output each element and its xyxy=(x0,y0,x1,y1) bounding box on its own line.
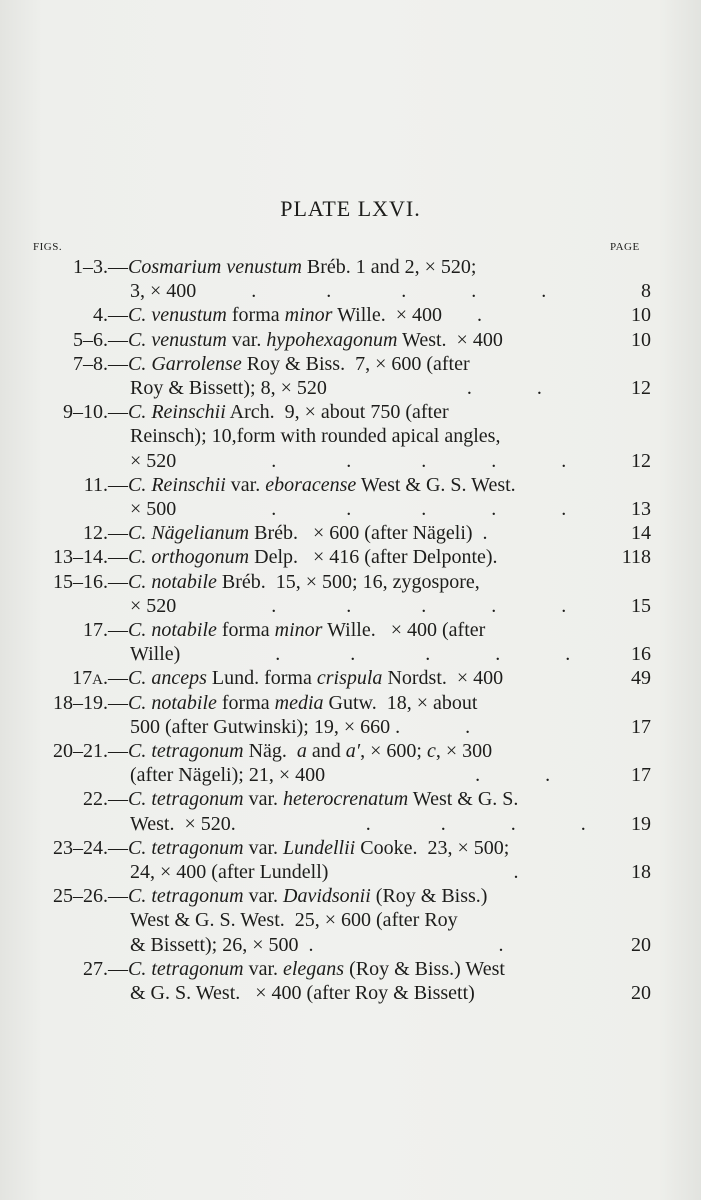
figure-number: 4.— xyxy=(93,304,128,327)
figure-number: 25–26.— xyxy=(53,885,128,908)
figure-description-line: C. anceps Lund. forma crispula Nordst. × 400 xyxy=(128,667,504,690)
figure-description-line: C. notabile forma minor Wille. × 400 (after xyxy=(128,619,486,641)
figure-description-line: C. notabile forma media Gutw. 18, × about xyxy=(128,691,478,714)
figure-description-line: & Bissett); 26, × 500 . . xyxy=(130,933,504,956)
figure-description-line: & G. S. West. × 400 (after Roy & Bissett) xyxy=(130,982,475,1004)
page-number: 12 xyxy=(631,449,651,472)
figure-description-line: C. venustum var. hypohexagonum West. × 400 xyxy=(128,328,503,351)
plate-title: PLATE LXVI. xyxy=(280,196,421,221)
page-number: 19 xyxy=(631,812,651,835)
figure-description-line: C. Reinschii Arch. 9, × about 750 (after xyxy=(128,401,449,424)
figure-description-line: West. × 520. . . . . xyxy=(130,812,586,835)
figure-number: 22.— xyxy=(83,788,128,811)
figure-description-line: Roy & Bissett); 8, × 520 . . xyxy=(130,377,542,399)
figure-description-line: Wille) . . . . . xyxy=(130,643,571,666)
figure-number: 20–21.— xyxy=(53,740,128,762)
figure-description-line: × 520 . . . . . xyxy=(130,594,567,617)
page-number: 10 xyxy=(631,304,651,327)
page-number: 20 xyxy=(631,933,651,956)
figure-description-line: 3, × 400 . . . . . xyxy=(130,280,547,303)
figure-number: 18–19.— xyxy=(53,691,128,714)
figure-description-line: C. tetragonum var. heterocrenatum West & G. S. xyxy=(128,788,519,811)
page-number: 18 xyxy=(631,861,651,883)
figure-description-line: 24, × 400 (after Lundell) . xyxy=(130,861,519,883)
figure-description-line: C. orthogonum Delp. × 416 (after Delponte). xyxy=(128,546,498,569)
page-number: 17 xyxy=(631,764,651,787)
page-number: 8 xyxy=(641,280,651,303)
figure-description-line: C. tetragonum var. Davidsonii (Roy & Biss.) xyxy=(128,885,488,908)
figure-number: 7–8.— xyxy=(73,352,128,375)
figure-number: 15–16.— xyxy=(53,570,128,593)
figure-description-line: × 500 . . . . . xyxy=(130,498,567,520)
figure-number: 17A.— xyxy=(72,667,128,690)
page-column-header: PAGE xyxy=(610,241,640,253)
figure-description-line: (after Nägeli); 21, × 400 . . xyxy=(130,764,551,787)
page-number: 20 xyxy=(631,982,651,1004)
figure-number: 17.— xyxy=(83,619,128,641)
figure-description-line: C. tetragonum var. elegans (Roy & Biss.) West xyxy=(128,957,505,980)
figure-number: 27.— xyxy=(83,957,128,980)
page-number: 15 xyxy=(631,594,651,617)
figure-description-line: Reinsch); 10,form with rounded apical angles, xyxy=(130,425,501,448)
figure-number: 13–14.— xyxy=(53,546,128,569)
figure-description-line: West & G. S. West. 25, × 600 (after Roy xyxy=(130,909,458,932)
figure-description-line: × 520 . . . . . xyxy=(130,449,567,472)
page-number: 13 xyxy=(631,498,651,520)
figure-description-line: 500 (after Gutwinski); 19, × 660 . . xyxy=(130,715,471,738)
figure-number: 1–3.— xyxy=(73,256,128,278)
figure-description-line: C. tetragonum Näg. a and a′, × 600; c, × 300 xyxy=(128,740,493,762)
figure-number: 5–6.— xyxy=(73,328,128,351)
page-number: 49 xyxy=(631,667,651,690)
page-number: 14 xyxy=(631,522,651,545)
page-number: 118 xyxy=(621,546,651,569)
figure-number: 11.— xyxy=(83,473,128,496)
page-number: 17 xyxy=(631,715,651,738)
figure-description-line: Cosmarium venustum Bréb. 1 and 2, × 520; xyxy=(128,256,477,278)
figure-description-line: C. tetragonum var. Lundellii Cooke. 23, × 500; xyxy=(128,836,510,859)
figs-column-header: FIGS. xyxy=(33,241,63,253)
figure-description-line: C. notabile Bréb. 15, × 500; 16, zygospore, xyxy=(128,570,480,593)
figure-description-line: C. Nägelianum Bréb. × 600 (after Nägeli) . xyxy=(128,522,488,545)
figure-description-line: C. venustum forma minor Wille. × 400 . xyxy=(128,304,482,327)
figure-number: 9–10.— xyxy=(63,401,128,424)
page-number: 16 xyxy=(631,643,651,666)
figure-description-line: C. Garrolense Roy & Biss. 7, × 600 (after xyxy=(128,352,470,375)
page-number: 12 xyxy=(631,377,651,399)
figure-number: 12.— xyxy=(83,522,128,545)
figure-number: 23–24.— xyxy=(53,836,128,859)
page-number: 10 xyxy=(631,328,651,351)
figure-description-line: C. Reinschii var. eboracense West & G. S. West. xyxy=(128,473,516,496)
